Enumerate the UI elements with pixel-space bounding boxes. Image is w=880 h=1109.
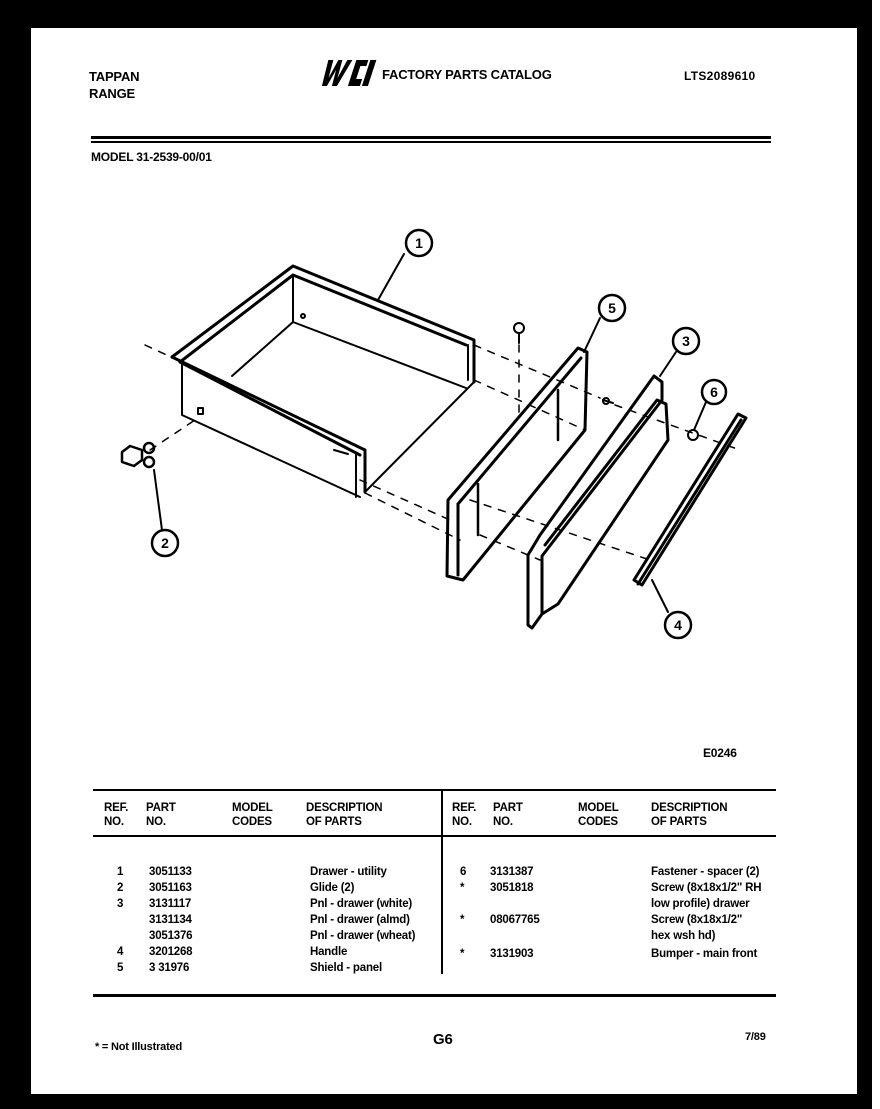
- part-no: 3131117: [149, 898, 192, 910]
- catalog-title: FACTORY PARTS CATALOG: [382, 67, 552, 82]
- part-desc: Screw (8x18x1/2" RH: [651, 882, 762, 894]
- table-row: [117, 864, 123, 880]
- model-number: MODEL 31-2539-00/01: [91, 150, 212, 164]
- part-desc: Handle: [310, 946, 348, 958]
- scan-border-top: [0, 0, 872, 28]
- wci-logo-icon: [318, 58, 378, 88]
- col-header-ref: REF. NO.: [104, 802, 129, 828]
- col-header-part: PART NO.: [146, 802, 176, 828]
- scan-border-right: [857, 0, 872, 1109]
- brand-line-1: TAPPAN: [89, 69, 140, 84]
- header-rule-secondary: [91, 141, 771, 143]
- table-bottom-rule: [93, 994, 776, 997]
- part-desc: Shield - panel: [310, 962, 382, 974]
- part-desc: Pnl - drawer (wheat): [310, 930, 416, 942]
- shield-panel-part: [447, 348, 587, 580]
- col-header-desc-right: DESCRIPTION OF PARTS: [651, 802, 728, 828]
- scan-border-bottom: [0, 1094, 872, 1109]
- not-illustrated-note: * = Not Illustrated: [95, 1041, 182, 1053]
- ref-no: *: [460, 948, 465, 960]
- callout-1: 1: [415, 235, 423, 251]
- callout-3: 3: [682, 333, 690, 349]
- callout-2: 2: [161, 535, 169, 551]
- ref-no: *: [460, 914, 465, 926]
- table-top-rule: [93, 789, 776, 791]
- drawer-part: [172, 266, 474, 492]
- table-header-rule: [93, 835, 776, 837]
- ref-no: 5: [117, 962, 124, 974]
- callout-5: 5: [608, 300, 616, 316]
- col-header-desc: DESCRIPTION OF PARTS: [306, 802, 383, 828]
- table-column-divider: [441, 790, 443, 974]
- ref-no: 1: [117, 866, 124, 878]
- col-header-ref-right: REF. NO.: [452, 802, 477, 828]
- ref-no: 2: [117, 882, 124, 894]
- part-desc: Glide (2): [310, 882, 355, 894]
- scan-border-left: [0, 0, 31, 1109]
- page-code: G6: [433, 1031, 453, 1048]
- part-no: 3051818: [490, 882, 534, 894]
- header-rule: [91, 136, 771, 139]
- part-desc-cont: low profile) drawer: [651, 898, 750, 910]
- part-no: 3131903: [490, 948, 534, 960]
- part-desc: Pnl - drawer (white): [310, 898, 413, 910]
- brand-line-2: RANGE: [89, 86, 135, 101]
- ref-no: 6: [460, 866, 467, 878]
- ref-no: *: [460, 882, 465, 894]
- col-header-model-right: MODEL CODES: [578, 802, 619, 828]
- part-no: 3201268: [149, 946, 193, 958]
- exploded-parts-diagram: [100, 220, 800, 660]
- revision-date: 7/89: [745, 1031, 766, 1043]
- part-desc-cont: hex wsh hd): [651, 930, 716, 942]
- part-desc: Bumper - main front: [651, 948, 758, 960]
- part-no: 3131387: [490, 866, 534, 878]
- document-number: LTS2089610: [684, 69, 756, 83]
- part-no: 08067765: [490, 914, 540, 926]
- part-no: 3131134: [149, 914, 192, 926]
- ref-no: 3: [117, 898, 124, 910]
- part-desc: Screw (8x18x1/2": [651, 914, 743, 926]
- part-no: 3051376: [149, 930, 193, 942]
- part-no: 3051163: [149, 882, 192, 894]
- col-header-part-right: PART NO.: [493, 802, 523, 828]
- part-desc: Drawer - utility: [310, 866, 387, 878]
- part-desc: Pnl - drawer (almd): [310, 914, 410, 926]
- glide-part: [122, 443, 154, 467]
- brand-block: [89, 68, 139, 102]
- part-no: 3 31976: [149, 962, 190, 974]
- ref-no: 4: [117, 946, 124, 958]
- col-header-model: MODEL CODES: [232, 802, 273, 828]
- part-no: 3051133: [149, 866, 192, 878]
- figure-code: E0246: [703, 746, 737, 760]
- callout-4: 4: [674, 617, 682, 633]
- callout-6: 6: [710, 384, 718, 400]
- part-desc: Fastener - spacer (2): [651, 866, 760, 878]
